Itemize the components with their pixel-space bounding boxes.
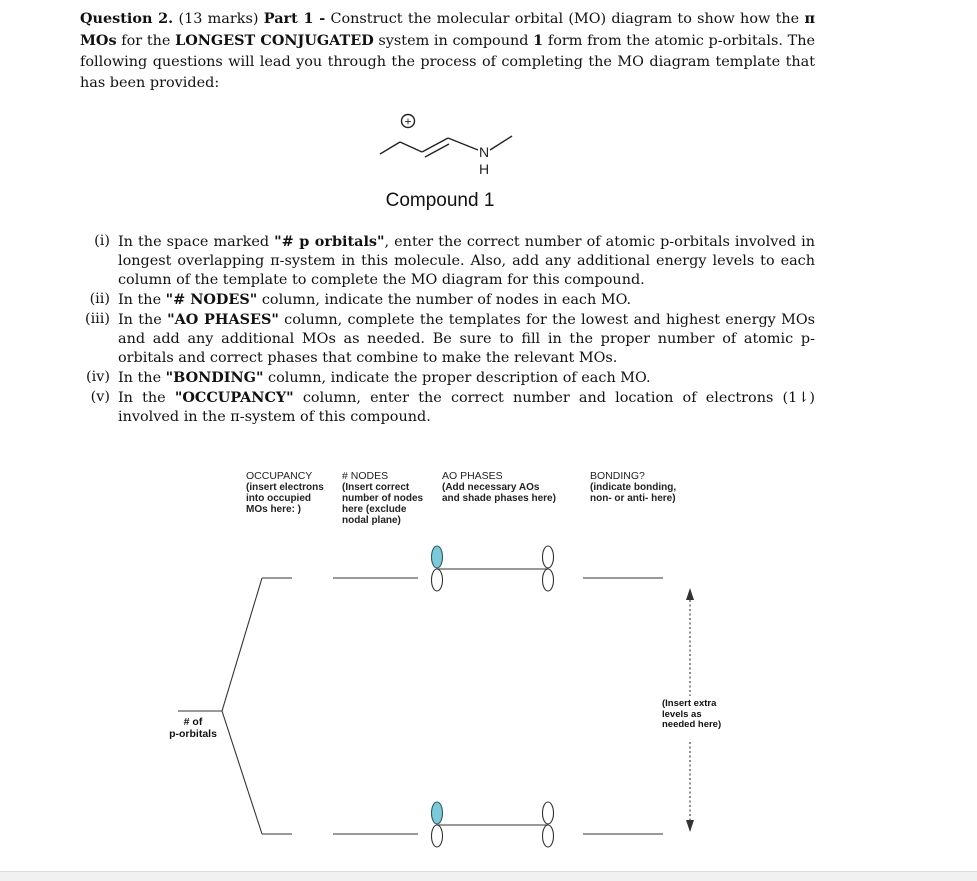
- bonding-header: [590, 471, 676, 504]
- question-number: (ii): [89, 291, 110, 307]
- question-keyword: "AO PHASES": [167, 311, 279, 328]
- ao-phases-title: AO PHASES: [442, 470, 503, 482]
- question-text-post: column, indicate the proper description of each MO.: [263, 370, 651, 386]
- question-number: (i): [94, 233, 110, 249]
- extra-levels-label-line: levels as: [662, 708, 702, 720]
- extra-levels-label-line: (Insert extra: [662, 698, 717, 709]
- extra-levels-label: [662, 699, 742, 731]
- compound-structure: [370, 108, 530, 188]
- question-keyword: "# p orbitals": [274, 233, 385, 250]
- nodes-line: here (exclude: [342, 504, 407, 515]
- hydrogen-label: H: [478, 161, 490, 177]
- nitrogen-label: N: [478, 144, 490, 160]
- question-number: (v): [90, 389, 110, 405]
- charge-symbol: +: [404, 114, 412, 129]
- question-marks: (13 marks): [178, 11, 259, 27]
- p-orbitals-label: [158, 716, 228, 740]
- question-text-post: column, enter the correct number and location of electrons (1⇂) involved in the π-system of this compound.: [118, 390, 815, 425]
- question-text: [118, 232, 815, 290]
- question-text-pre: In the space marked: [118, 234, 275, 250]
- occupancy-header: [246, 471, 324, 515]
- top-right-lower-lobe: [543, 569, 554, 591]
- occupancy-line: (insert electrons: [246, 482, 324, 493]
- bond-1: [380, 142, 400, 154]
- nodes-title: # NODES: [342, 470, 389, 482]
- question-text-pre: In the: [118, 312, 168, 328]
- question-item: [70, 368, 815, 388]
- question-part: Part 1 -: [263, 10, 326, 27]
- question-number: (iv): [86, 369, 110, 385]
- question-text-post: column, complete the templates for the lowest and highest energy MOs and add any additional MOs as needed. Be sure to fill in the proper number of atomic p-orbitals and correct phases that combine to make the relevant MOs.: [118, 312, 815, 366]
- nodes-line: nodal plane): [342, 515, 401, 526]
- bottom-right-upper-lobe: [543, 802, 554, 824]
- connector-lower: [222, 711, 262, 834]
- question-text-pre: In the: [118, 370, 166, 386]
- question-item: [70, 232, 815, 290]
- occupancy-line: MOs here: ): [246, 504, 302, 515]
- p-orbitals-label-line: p-orbitals: [169, 728, 217, 740]
- bottom-left-upper-lobe: [432, 802, 443, 824]
- question-number: (iii): [84, 311, 110, 327]
- intro-text-a: Construct the molecular orbital (MO) diagram to show how the: [330, 11, 800, 27]
- occupancy-line: into occupied: [246, 493, 311, 504]
- intro-text-b: for the: [121, 33, 171, 49]
- bond-5: [490, 136, 512, 150]
- question-text: [118, 310, 815, 368]
- question-text-post: column, indicate the number of nodes in each MO.: [257, 292, 632, 308]
- arrow-head-up: [686, 588, 694, 600]
- question-text: [118, 368, 815, 388]
- intro-text-c: system in compound: [378, 33, 529, 49]
- top-left-p-orbital: [432, 546, 443, 591]
- ao-phases-line: (Add necessary AOs: [442, 482, 540, 493]
- bond-4: [448, 138, 478, 150]
- bottom-left-p-orbital: [432, 802, 443, 847]
- intro-longest: LONGEST CONJUGATED: [175, 32, 374, 49]
- bonding-line: non- or anti- here): [590, 493, 676, 504]
- bonding-title: BONDING?: [590, 470, 645, 482]
- question-list: [70, 232, 815, 427]
- intro-compound-number: 1: [533, 32, 544, 49]
- question-intro: [80, 8, 815, 94]
- top-right-upper-lobe: [543, 546, 554, 568]
- ao-phases-header: [442, 471, 556, 504]
- intro-text-d: form from the atomic p-orbitals. The following questions will lead you through the process of completing the MO diagram template that has been provided:: [80, 33, 815, 91]
- question-label: Question 2.: [80, 10, 174, 27]
- top-left-lower-lobe: [432, 569, 443, 591]
- question-text: [118, 388, 815, 427]
- arrow-head-down: [686, 820, 694, 832]
- question-text-post: , enter the correct number of atomic p-orbitals involved in longest overlapping π-system in this molecule. Also, add any additional energy levels to each column of the template to complete the MO diagram for this compound.: [118, 234, 816, 288]
- ao-phases-line: and shade phases here): [442, 493, 556, 504]
- bond-2: [400, 142, 422, 152]
- bottom-left-lower-lobe: [432, 825, 443, 847]
- compound-label: Compound 1: [385, 190, 495, 211]
- nodes-header: [342, 471, 423, 526]
- question-item: [70, 388, 815, 427]
- nodes-line: (Insert correct: [342, 482, 410, 493]
- bottom-right-p-orbital: [543, 802, 554, 847]
- top-right-p-orbital: [543, 546, 554, 591]
- top-left-upper-lobe: [432, 546, 443, 568]
- occupancy-title: OCCUPANCY: [246, 470, 313, 482]
- bonding-line: (indicate bonding,: [590, 482, 677, 493]
- intro-pi-mos: π MOs: [80, 10, 815, 49]
- bond-3-double: [425, 144, 449, 157]
- question-text-pre: In the: [118, 292, 166, 308]
- question-item: [70, 310, 815, 368]
- p-orbitals-label-line: # of: [183, 716, 203, 728]
- question-keyword: "# NODES": [165, 291, 258, 308]
- extra-levels-label-line: needed here): [662, 719, 722, 730]
- connector-upper: [222, 578, 262, 711]
- question-text-pre: In the: [118, 390, 175, 406]
- question-text: [118, 290, 815, 310]
- bottom-right-lower-lobe: [543, 825, 554, 847]
- question-keyword: "BONDING": [165, 369, 264, 386]
- question-keyword: "OCCUPANCY": [174, 389, 294, 406]
- nodes-line: number of nodes: [342, 493, 424, 504]
- bond-3: [422, 138, 448, 152]
- question-item: [70, 290, 815, 310]
